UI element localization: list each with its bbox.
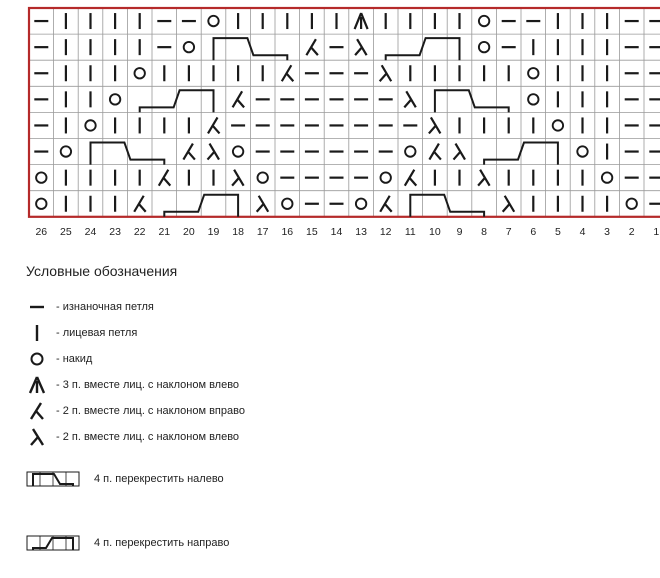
legend-label: - 2 п. вместе лиц. с наклоном влево [56,431,240,443]
column-number: 9 [456,225,463,238]
yarn-over-mark [110,94,120,104]
legend-item-cable-right [26,533,229,553]
yarn-over-mark [356,199,366,209]
column-number: 13 [355,225,367,238]
column-number: 15 [306,225,318,238]
yarn-over-mark [258,172,268,182]
yarn-over-mark [602,172,612,182]
column-number: 5 [554,225,561,238]
legend-label: - лицевая петля [56,327,138,339]
purl-icon [26,297,50,317]
legend-title: Условные обозначения [26,263,178,279]
legend-item-k2tog-left [26,427,239,447]
yarn-over-mark [184,42,194,52]
yarn-over-mark [61,146,71,156]
yarn-over-mark [85,120,95,130]
cable-right-icon [26,533,80,553]
legend-label: - 3 п. вместе лиц. с наклоном влево [56,379,240,391]
yarn-over-mark [36,172,46,182]
column-number: 2 [628,225,635,238]
yarn-over-mark [528,94,538,104]
yarn-over-mark [627,199,637,209]
legend-label: - изнаночная петля [56,301,154,313]
column-number: 25 [60,225,72,238]
yarn-over-mark [282,199,292,209]
yarn-over-mark [479,16,489,26]
k2tog-right-mark [134,196,146,212]
k2tog-left-mark [404,91,416,107]
yarn-over-mark [233,146,243,156]
column-number: 20 [183,225,195,238]
legend-item-yarn-over [26,349,92,369]
k2tog-left-mark [478,170,490,186]
legend-label: - 2 п. вместе лиц. с наклоном вправо [56,405,245,417]
legend [0,255,660,578]
column-number: 4 [579,225,586,238]
yarn-over-icon [26,349,50,369]
legend-item-k3tog-left [26,375,239,395]
legend-label: - накид [56,353,93,365]
k2tog-left-mark [454,144,466,160]
k2tog-right-mark [159,170,171,186]
k3tog-left-mark [355,13,368,29]
k2tog-left-icon [26,427,50,447]
k2tog-right-mark [233,91,245,107]
k2tog-right-mark [380,196,392,212]
cable-left-icon [26,469,80,489]
yarn-over-mark [36,199,46,209]
k2tog-right-mark [429,144,441,160]
yarn-over-mark [528,68,538,78]
yarn-over-mark [553,120,563,130]
column-number: 18 [232,225,244,238]
column-number: 14 [330,225,343,238]
k2tog-left-mark [232,170,244,186]
k2tog-left-mark [429,117,441,133]
yarn-over-mark [208,16,218,26]
column-number: 22 [133,225,146,238]
column-number: 24 [84,225,97,238]
column-number: 11 [404,225,416,238]
legend-item-cable-left [26,469,224,489]
legend-item-purl [26,297,154,317]
column-number: 8 [481,225,488,238]
column-number: 17 [256,225,269,238]
k2tog-left-mark [503,196,515,212]
k2tog-left-mark [355,39,367,55]
legend-label: 4 п. перекрестить направо [94,537,230,549]
legend-label: 4 п. перекрестить налево [94,473,224,485]
column-number: 1 [653,225,660,238]
yarn-over-mark [479,42,489,52]
k2tog-left-mark [208,144,220,160]
knit-icon [26,323,50,343]
k2tog-right-icon [26,401,50,421]
k2tog-right-mark [282,65,294,81]
column-number: 12 [379,225,392,238]
k2tog-right-mark [208,117,220,133]
yarn-over-mark [135,68,145,78]
yarn-over-mark [577,146,587,156]
knitting-chart [0,0,660,250]
column-number: 21 [158,225,171,238]
yarn-over-mark [405,146,415,156]
legend-item-k2tog-right [26,401,245,421]
k2tog-left-mark [257,196,269,212]
column-number: 6 [530,225,537,238]
k3tog-left-icon [26,375,50,395]
column-number: 16 [281,225,294,238]
k2tog-right-mark [183,144,195,160]
column-number: 23 [109,225,121,238]
yarn-over-mark [381,172,391,182]
column-number: 19 [207,225,220,238]
legend-item-knit [26,323,137,343]
column-number: 7 [505,225,512,238]
k2tog-right-mark [405,170,417,186]
column-number: 26 [35,225,48,238]
k2tog-left-mark [380,65,392,81]
column-number: 10 [429,225,441,238]
k2tog-right-mark [306,39,318,55]
column-number: 3 [604,225,611,238]
